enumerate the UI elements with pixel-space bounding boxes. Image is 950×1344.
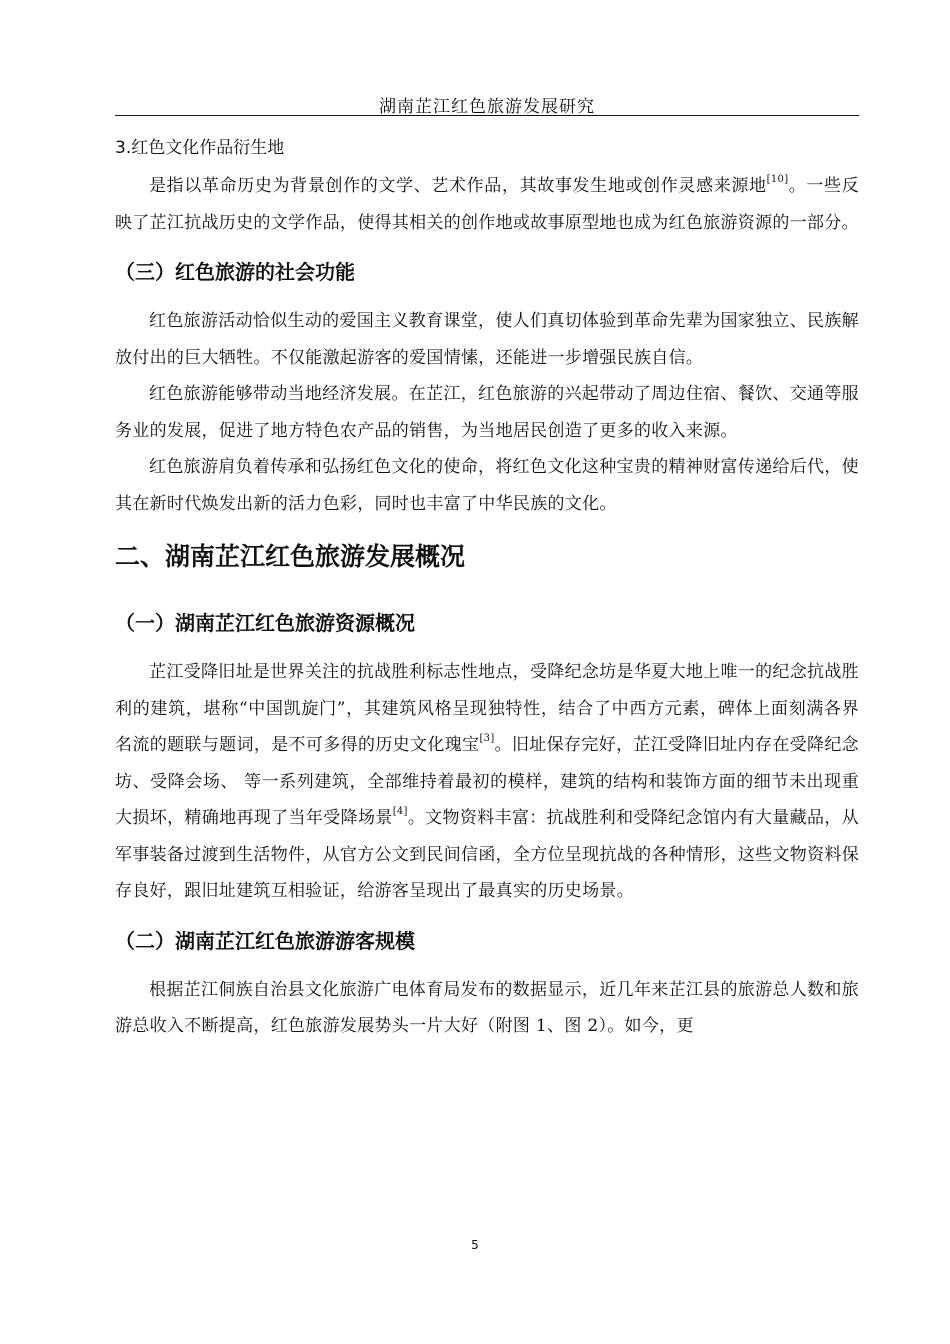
paragraph-social-function: 红色旅游活动恰似生动的爱国主义教育课堂，使人们真切体验到革命先辈为国家独立、民族解放付出的巨大牺牲。不仅能激起游客的爱国情愫，还能进一步增强民族自信。 xyxy=(115,311,859,368)
citation-ref: [3] xyxy=(479,733,495,745)
chapter-heading: 二、湖南芷江红色旅游发展概况 xyxy=(115,542,466,571)
paragraph-social-function: 红色旅游肩负着传承和弘扬红色文化的使命，将红色文化这种宝贵的精神财富传递给后代，使其在新时代焕发出新的活力色彩，同时也丰富了中华民族的文化。 xyxy=(115,457,859,514)
header-rule xyxy=(115,115,859,116)
document-body xyxy=(115,132,859,1045)
paragraph-tourists: 根据芷江侗族自治县文化旅游广电体育局发布的数据显示，近几年来芷江县的旅游总人数和旅游总收入不断提高，红色旅游发展势头一片大好（附图 1、图 2）。如今，更 xyxy=(115,979,859,1036)
paragraph-derivative-sites: 是指以革命历史为背景创作的文学、艺术作品，其故事发生地或创作灵感来源地[10]。一些反映了芷江抗战历史的文学作品，使得其相关的创作地或故事原型地也成为红色旅游资源的一部分。 xyxy=(115,174,859,233)
subsection-heading-3: 3.红色文化作品衍生地 xyxy=(115,138,285,158)
page-number: 5 xyxy=(471,1238,479,1252)
section-heading-resources: （一）湖南芷江红色旅游资源概况 xyxy=(115,611,415,635)
section-heading-social-function: （三）红色旅游的社会功能 xyxy=(115,260,355,284)
paragraph-resources: 芷江受降旧址是世界关注的抗战胜利标志性地点，受降纪念坊是华夏大地上唯一的纪念抗战胜利的建筑，堪称“中国凯旋门”，其建筑风格呈现独特性，结合了中西方元素，碑体上面刻满各界名流的题联与题词，是不可多得的历史文化瑰宝[3]。旧址保存完好，芷江受降旧址内存在受降纪念坊、受降会场、 等一系列建筑，全部维持着最初的模样，建筑的结构和装饰方面的细节未出现重大损坏，精确地再现了当年受降场景[4]。文物资料丰富：抗战胜利和受降纪念馆内有大量藏品，从军事装备过渡到生活物件，从官方公文到民间信函，全方位呈现抗战的各种情形，这些文物资料保存良好，跟旧址建筑互相验证，给游客呈现出了最真实的历史场景。 xyxy=(115,662,859,901)
citation-ref: [10] xyxy=(766,174,789,186)
citation-ref: [4] xyxy=(392,806,408,818)
running-header-title: 湖南芷江红色旅游发展研究 xyxy=(379,97,595,117)
paragraph-social-function: 红色旅游能够带动当地经济发展。在芷江，红色旅游的兴起带动了周边住宿、餐饮、交通等服务业的发展，促进了地方特色农产品的销售，为当地居民创造了更多的收入来源。 xyxy=(115,384,859,441)
section-heading-tourists: （二）湖南芷江红色旅游游客规模 xyxy=(115,928,415,953)
